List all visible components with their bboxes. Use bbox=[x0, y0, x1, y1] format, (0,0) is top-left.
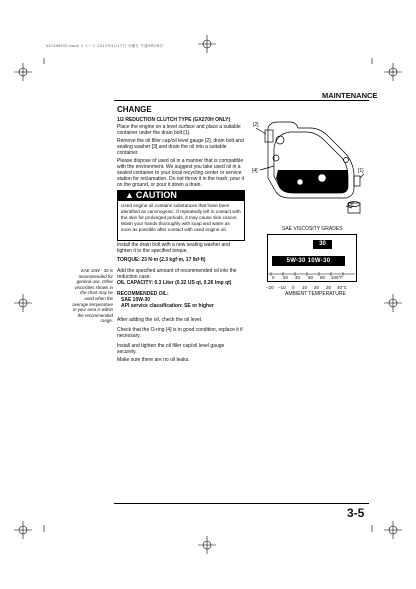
paragraph-check-oring: Check that the O-ring [4] is in good condition, replace it if necessary. bbox=[117, 327, 243, 340]
page-heading: CHANGE bbox=[117, 105, 152, 114]
caution-text: Used engine oil contains substances that have been identified as carcinogenic. If repeatedly left in contact with the skin for prolonged periods, it may cause skin cancer. Wash your hands thoroughly with soap and water as soon as possible after contact with used engine oil. bbox=[121, 203, 241, 232]
paragraph-install-drain: Install the drain bolt with a new sealing washer and tighten it to the specified torque. bbox=[117, 242, 230, 255]
paragraph-install-cap: Install and tighten the oil filler cap/oil level gauge securely. bbox=[117, 343, 225, 356]
f-tick-60: 60 bbox=[308, 275, 314, 280]
side-note: SAE 10W - 30 is recommended for general use. Other viscosities shown in the chart may be used when the average temperature in your area is within the recommended range. bbox=[72, 268, 113, 324]
caution-label: CAUTION bbox=[135, 190, 177, 200]
torque-spec: TORQUE: 23 N·m (2.3 kgf·m, 17 lbf·ft) bbox=[117, 257, 206, 263]
section-header: MAINTENANCE bbox=[322, 91, 378, 100]
paragraph-no-leaks: Make sure there are no oil leaks. bbox=[117, 357, 190, 363]
c-tick-minus20: −20 bbox=[266, 285, 274, 290]
f-tick-20: 20 bbox=[283, 275, 289, 280]
f-tick-80: 80 bbox=[320, 275, 326, 280]
c-tick-10: 10 bbox=[302, 285, 308, 290]
ambient-temperature-label: AMBIENT TEMPERATURE bbox=[285, 291, 346, 297]
print-header: ACCHMSSS.book 3 ページ 2013年9月17日 火曜日 午後5時28分 bbox=[46, 44, 164, 48]
oil-capacity: OIL CAPACITY: 0.3 Liter (0.32 US qt, 0.26 Imp qt) bbox=[117, 280, 232, 286]
c-tick-0: 0 bbox=[292, 285, 295, 290]
f-tick-40: 40 bbox=[295, 275, 301, 280]
callout-4: [4] bbox=[252, 168, 258, 174]
page-number: 3-5 bbox=[347, 506, 365, 520]
c-tick-minus10: −10 bbox=[278, 285, 286, 290]
c-tick-30: 30 bbox=[326, 285, 332, 290]
recommended-oil-label: RECOMMENDED OIL: bbox=[117, 291, 169, 297]
viscosity-bar-5w30-10w30: 5W-30 10W-30 bbox=[272, 256, 345, 266]
footer-rule bbox=[114, 503, 369, 504]
header-rule bbox=[114, 100, 369, 101]
f-tick-100: 100°F bbox=[331, 275, 344, 280]
viscosity-bar-30: 30 bbox=[313, 240, 332, 249]
caution-header bbox=[117, 190, 244, 201]
callout-1: [1] bbox=[358, 168, 364, 174]
paragraph-remove-cap: Remove the oil filler cap/oil level gauge [2], drain bolt and sealing washer [3] and drain the oil into a suitable container. bbox=[117, 138, 244, 157]
f-tick-0: 0 bbox=[272, 275, 275, 280]
warning-triangle-icon: ▲ bbox=[125, 190, 134, 200]
paragraph-place-engine: Place the engine on a level surface and place a suitable container under the drain bolt [1]. bbox=[117, 124, 241, 137]
paragraph-after-adding: After adding the oil, check the oil level. bbox=[117, 317, 203, 323]
c-tick-40: 40°C bbox=[337, 285, 348, 290]
viscosity-title: SAE VISCOSITY GRADES bbox=[282, 226, 343, 232]
paragraph-add-oil: Add the specified amount of recommended oil into the reduction case. bbox=[117, 268, 237, 281]
paragraph-dispose: Please dispose of used oil in a manner that is compatible with the environment. We suggest you take used oil in a sealed container to your local recycling center or service station for reclamation. Do not throw it in the trash, pour it on the ground, or pour it down a drain. bbox=[117, 158, 245, 189]
c-tick-20: 20 bbox=[314, 285, 320, 290]
callout-2: [2] bbox=[253, 122, 259, 128]
subheading: 1/2 REDUCTION CLUTCH TYPE (GX270H ONLY) bbox=[117, 117, 231, 123]
recommended-oil-api: API service classification: SE or higher bbox=[121, 303, 214, 309]
callout-3: [3] bbox=[348, 202, 354, 208]
recommended-oil-grade: SAE 10W-30 bbox=[121, 297, 151, 303]
recommended-oil bbox=[117, 291, 214, 309]
